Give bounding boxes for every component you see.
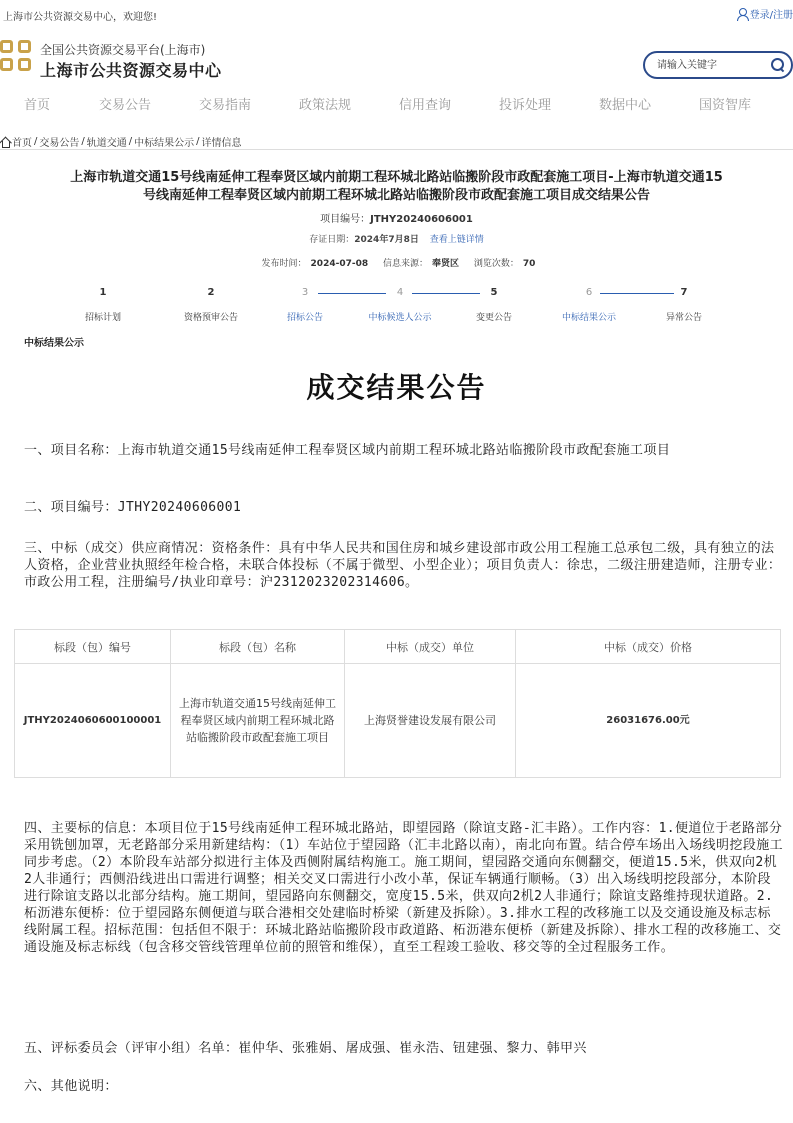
supplier-paragraph: 三、中标（成交）供应商情况：资格条件：具有中华人民共和国住房和城乡建设部市政公用工程施工总承包二级，具有独立的法人资格，企业营业执照经年检合格，未联合体投标（不属于微型、小型企业）；项目负责人：徐忠，二级注册建造师，注册专业：市政公用工程，注册编号/执业印章号：沪2312023202314606。 bbox=[24, 541, 782, 590]
search-input[interactable] bbox=[657, 57, 767, 73]
breadcrumb-rail[interactable]: 轨道交通 bbox=[86, 138, 127, 149]
table-header: 中标（成交）单位 bbox=[345, 630, 516, 664]
table-header: 标段（包）名称 bbox=[171, 630, 345, 664]
breadcrumb-notices[interactable]: 交易公告 bbox=[39, 138, 80, 149]
other-notes-paragraph: 六、其他说明： bbox=[24, 1079, 118, 1094]
home-icon bbox=[0, 137, 10, 147]
nav-home[interactable]: 首页 bbox=[24, 98, 51, 113]
logo-icon bbox=[0, 40, 33, 73]
table-header: 中标（成交）价格 bbox=[516, 630, 781, 664]
step-candidate-notice[interactable]: 4 中标候选人公示 bbox=[368, 287, 432, 323]
breadcrumb-result[interactable]: 中标结果公示 bbox=[134, 138, 195, 149]
main-info-paragraph: 四、主要标的信息：本项目位于15号线南延伸工程环城北路站，即望园路（除谊支路-汇丰路）。工作内容：1.便道位于老路部分采用铣刨加罩，无老路部分采用新建结构：（1）车站位于望园路（汇丰北路以南），南北向布置。结合停车场出入场线明挖段施工同步考虑。（2）本阶段车站部分拟进行主体及西侧附属结构施工。施工期间，望园路交通向东侧翻交，便道15.5米，供双向2机2人非通行；西侧沿线进出口需进行调整；相关交叉口需进行小改小革，保证车辆通行顺畅。（3）出入场线明挖段部分，本阶段进行除谊支路以北部分结构。施工期间，望园路向东侧翻交，宽度15.5米，供双向2机2人非通行；除谊支路维持现状道路。2.柘沥港东便桥：位于望园路东侧便道与联合港相交处建临时桥梁（新建及拆除）。3.排水工程的改移施工以及交通设施及标志标线附属工程。招标范围：包括但不限于：环城北路站临搬阶段市政道路、柘沥港东便桥（新建及拆除）、排水工程的改移施工、交通设施及标志标线（包含移交管线管理单位前的照管和维保），直至工程竣工验收、移交等的全过程服务工作。 bbox=[24, 821, 784, 955]
nav-think-tank[interactable]: 国资智库 bbox=[698, 98, 751, 113]
logo-title[interactable]: 上海市公共资源交易中心 bbox=[40, 61, 222, 80]
user-icon bbox=[736, 8, 748, 20]
login-label: 登录/注册 bbox=[749, 10, 793, 21]
step-exception-notice[interactable]: 7 异常公告 bbox=[665, 287, 702, 323]
table-cell: 26031676.00元 bbox=[516, 664, 781, 778]
step-change-notice[interactable]: 5 变更公告 bbox=[475, 287, 512, 323]
main-nav bbox=[0, 94, 793, 122]
welcome-text: 上海市公共资源交易中心，欢迎您! bbox=[3, 12, 158, 23]
announcement-title: 成交结果公告 bbox=[306, 371, 487, 404]
nav-trade-notices[interactable]: 交易公告 bbox=[98, 98, 151, 113]
nav-trade-guide[interactable]: 交易指南 bbox=[198, 98, 251, 113]
step-tender-plan[interactable]: 1 招标计划 bbox=[84, 287, 121, 323]
chain-detail-link[interactable]: 查看上链详情 bbox=[429, 235, 484, 245]
committee-paragraph: 五、评标委员会（评审小组）名单：崔仲华、张雅娟、屠成强、崔永浩、钮建强、黎力、韩甲兴 bbox=[24, 1041, 587, 1056]
progress-steps bbox=[0, 286, 793, 326]
result-table bbox=[14, 629, 781, 778]
deposit-info: 存证日期：2024年7月8日 查看上链详情 bbox=[309, 235, 484, 245]
project-number-paragraph: 二、项目编号：JTHY20240606001 bbox=[24, 500, 242, 515]
nav-policies[interactable]: 政策法规 bbox=[298, 98, 351, 113]
login-link[interactable] bbox=[736, 6, 793, 21]
table-row bbox=[15, 664, 781, 778]
breadcrumb: 首页 / 交易公告 / 轨道交通 / 中标结果公示 / 详情信息 bbox=[0, 134, 242, 149]
step-result-notice[interactable]: 6 中标结果公示 bbox=[561, 287, 616, 323]
site-header bbox=[0, 34, 793, 86]
table-cell: 上海贤誉建设发展有限公司 bbox=[345, 664, 516, 778]
nav-data-center[interactable]: 数据中心 bbox=[598, 98, 651, 113]
project-number: 项目编号：JTHY20240606001 bbox=[320, 214, 473, 225]
search-icon[interactable] bbox=[771, 58, 785, 72]
table-header-row bbox=[15, 630, 781, 664]
table-cell: 上海市轨道交通15号线南延伸工程奉贤区域内前期工程环城北路站临搬阶段市政配套施工项目 bbox=[171, 664, 345, 778]
logo-subtitle: 全国公共资源交易平台(上海市) bbox=[40, 43, 206, 57]
publish-info: 发布时间： 2024-07-08 信息来源： 奉贤区 浏览次数： 70 bbox=[261, 259, 536, 269]
table-header: 标段（包）编号 bbox=[15, 630, 171, 664]
nav-credit-query[interactable]: 信用查询 bbox=[398, 98, 451, 113]
table-cell: JTHY2024060600100001 bbox=[15, 664, 171, 778]
breadcrumb-current: 详情信息 bbox=[201, 138, 242, 149]
breadcrumb-home[interactable]: 首页 bbox=[12, 138, 32, 149]
search-box bbox=[643, 51, 793, 79]
document-title: 上海市轨道交通15号线南延伸工程奉贤区域内前期工程环城北路站临搬阶段市政配套施工项目-上海市轨道交通15 号线南延伸工程奉贤区域内前期工程环城北路站临搬阶段市政配套施工项目成交结果公告 bbox=[70, 170, 723, 203]
divider bbox=[0, 149, 793, 150]
top-bar bbox=[0, 0, 793, 26]
step-prequalification[interactable]: 2 资格预审公告 bbox=[183, 287, 238, 323]
section-label: 中标结果公示 bbox=[24, 338, 84, 349]
project-name-paragraph: 一、项目名称：上海市轨道交通15号线南延伸工程奉贤区域内前期工程环城北路站临搬阶段市政配套施工项目 bbox=[24, 443, 671, 458]
step-tender-notice[interactable]: 3 招标公告 bbox=[286, 287, 323, 323]
nav-complaints[interactable]: 投诉处理 bbox=[498, 98, 551, 113]
